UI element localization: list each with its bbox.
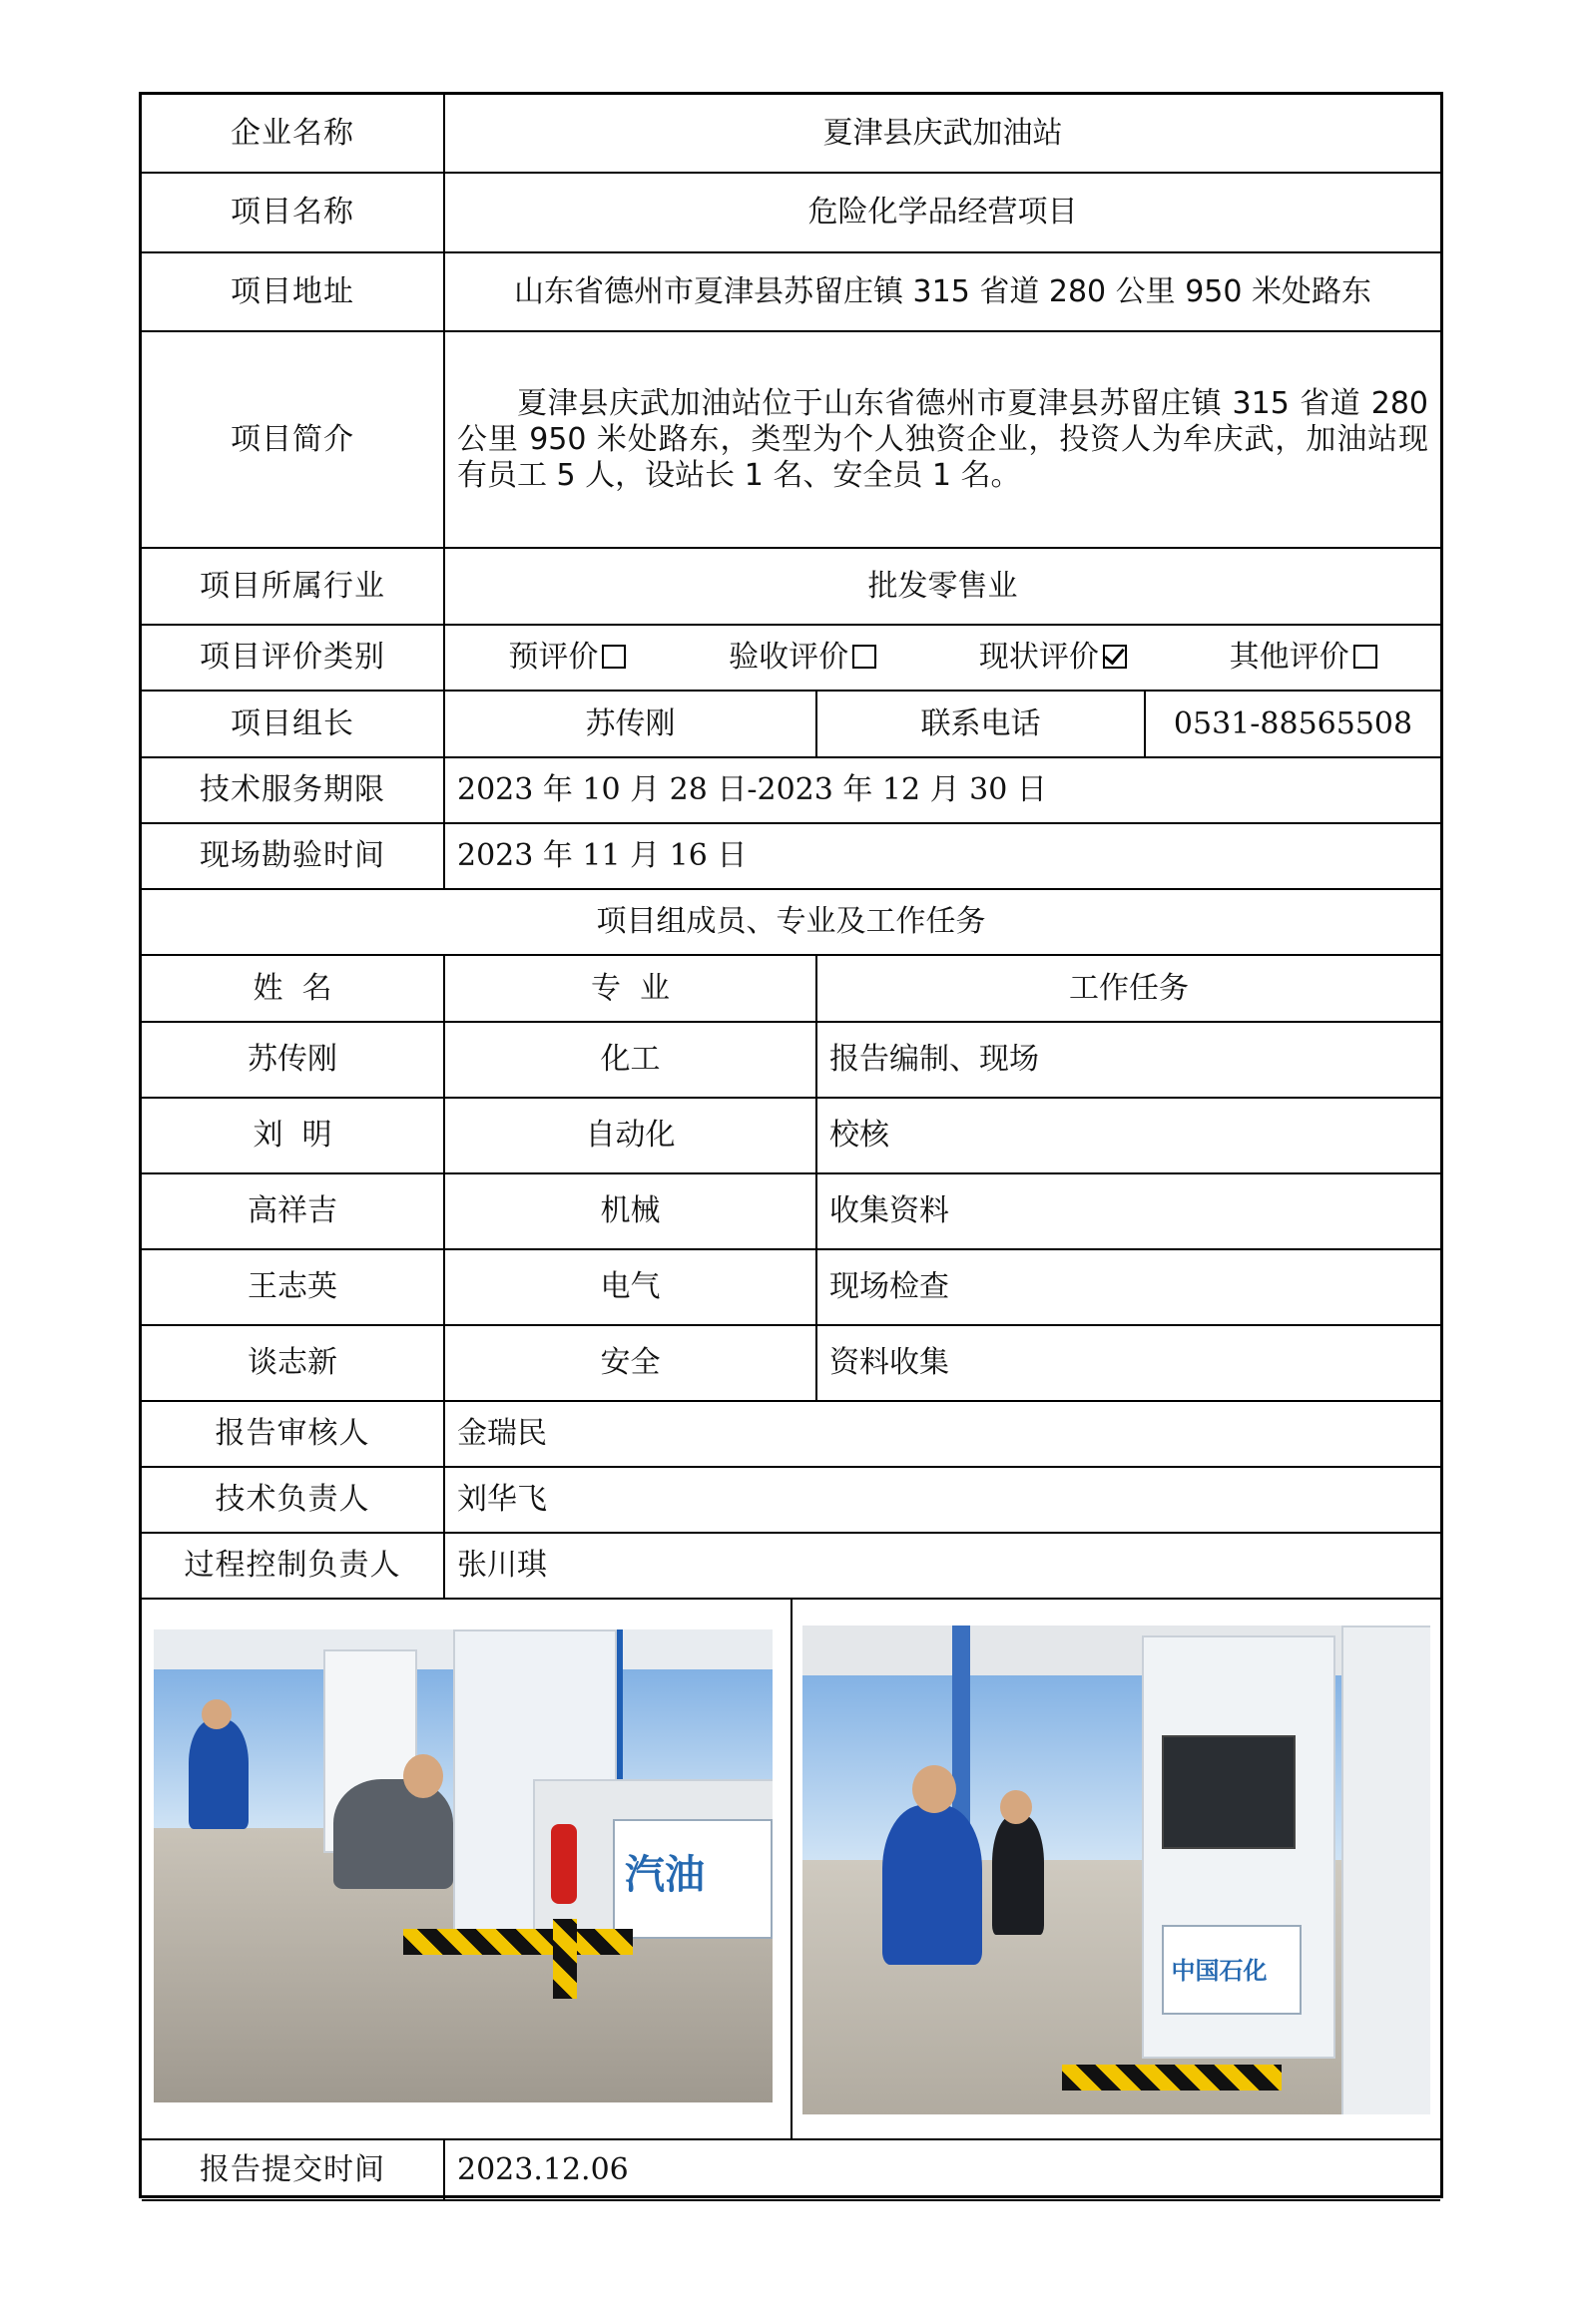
reviewer-label: 报告审核人 <box>142 1401 444 1467</box>
phone-value: 0531-88565508 <box>1145 691 1440 757</box>
table-row <box>142 1173 1440 1249</box>
leader-name: 苏传刚 <box>444 691 816 757</box>
member-task: 校核 <box>816 1098 1440 1173</box>
project-name: 危险化学品经营项目 <box>444 173 1440 252</box>
photo-section <box>142 1599 1440 2139</box>
evaluation-options <box>444 625 1440 691</box>
site-photo-extinguisher-icon <box>154 1629 773 2102</box>
tech-label: 技术负责人 <box>142 1467 444 1533</box>
table-row <box>142 1249 1440 1325</box>
report-info-form <box>139 92 1443 2198</box>
checkbox-icon <box>1353 645 1377 669</box>
team-header-name: 姓 名 <box>142 955 444 1022</box>
member-task: 收集资料 <box>816 1173 1440 1249</box>
table-row <box>142 1098 1440 1173</box>
project-address: 山东省德州市夏津县苏留庄镇 315 省道 280 公里 950 米处路东 <box>444 252 1440 331</box>
evaluation-option-pre[interactable] <box>508 640 626 676</box>
evaluation-label: 项目评价类别 <box>142 625 444 691</box>
survey-label: 现场勘验时间 <box>142 823 444 889</box>
option-label: 验收评价 <box>729 640 849 675</box>
member-name: 苏传刚 <box>142 1022 444 1098</box>
photo-sign-text: 中国石化 <box>1162 1925 1302 2015</box>
leader-label: 项目组长 <box>142 691 444 757</box>
table-row <box>142 1325 1440 1401</box>
option-label: 其他评价 <box>1229 640 1349 675</box>
evaluation-option-acceptance[interactable] <box>729 640 876 676</box>
option-label: 现状评价 <box>978 640 1099 675</box>
industry-value: 批发零售业 <box>444 548 1440 625</box>
period-label: 技术服务期限 <box>142 757 444 823</box>
member-name: 高祥吉 <box>142 1173 444 1249</box>
period-value: 2023 年 10 月 28 日-2023 年 12 月 30 日 <box>444 757 1440 823</box>
process-value: 张川琪 <box>444 1533 1440 1599</box>
project-label: 项目名称 <box>142 173 444 252</box>
member-name: 王志英 <box>142 1249 444 1325</box>
project-intro: 夏津县庆武加油站位于山东省德州市夏津县苏留庄镇 315 省道 280 公里 950 米处路东，类型为个人独资企业，投资人为牟庆武，加油站现有员工 5 人，设站长 1 名、安全员 1 名。 <box>444 331 1440 548</box>
table-row <box>142 1022 1440 1098</box>
member-name: 谈志新 <box>142 1325 444 1401</box>
member-task: 报告编制、现场 <box>816 1022 1440 1098</box>
member-major: 机械 <box>444 1173 816 1249</box>
member-major: 化工 <box>444 1022 816 1098</box>
site-photo-dispenser-icon <box>802 1626 1430 2114</box>
member-task: 现场检查 <box>816 1249 1440 1325</box>
intro-label: 项目简介 <box>142 331 444 548</box>
reviewer-value: 金瑞民 <box>444 1401 1440 1467</box>
photo-sign-text: 汽油 <box>613 1819 773 1939</box>
member-name: 刘 明 <box>142 1098 444 1173</box>
photo-cell-left <box>142 1600 791 2138</box>
evaluation-option-other[interactable] <box>1230 640 1377 676</box>
member-major: 安全 <box>444 1325 816 1401</box>
member-major: 自动化 <box>444 1098 816 1173</box>
photo-cell-right <box>791 1600 1441 2138</box>
option-label: 预评价 <box>508 640 599 675</box>
tech-value: 刘华飞 <box>444 1467 1440 1533</box>
submit-value: 2023.12.06 <box>444 2139 1440 2200</box>
survey-value: 2023 年 11 月 16 日 <box>444 823 1440 889</box>
phone-label: 联系电话 <box>816 691 1145 757</box>
submit-label: 报告提交时间 <box>142 2139 444 2200</box>
team-header-major: 专 业 <box>444 955 816 1022</box>
company-label: 企业名称 <box>142 95 444 173</box>
team-title: 项目组成员、专业及工作任务 <box>142 889 1440 955</box>
checkbox-icon <box>602 645 626 669</box>
address-label: 项目地址 <box>142 252 444 331</box>
member-task: 资料收集 <box>816 1325 1440 1401</box>
company-name: 夏津县庆武加油站 <box>444 95 1440 173</box>
checked-checkbox-icon <box>1103 645 1127 669</box>
evaluation-option-status[interactable] <box>979 640 1127 676</box>
process-label: 过程控制负责人 <box>142 1533 444 1599</box>
checkbox-icon <box>852 645 876 669</box>
info-table <box>142 95 1440 2201</box>
member-major: 电气 <box>444 1249 816 1325</box>
team-header-task: 工作任务 <box>816 955 1440 1022</box>
industry-label: 项目所属行业 <box>142 548 444 625</box>
